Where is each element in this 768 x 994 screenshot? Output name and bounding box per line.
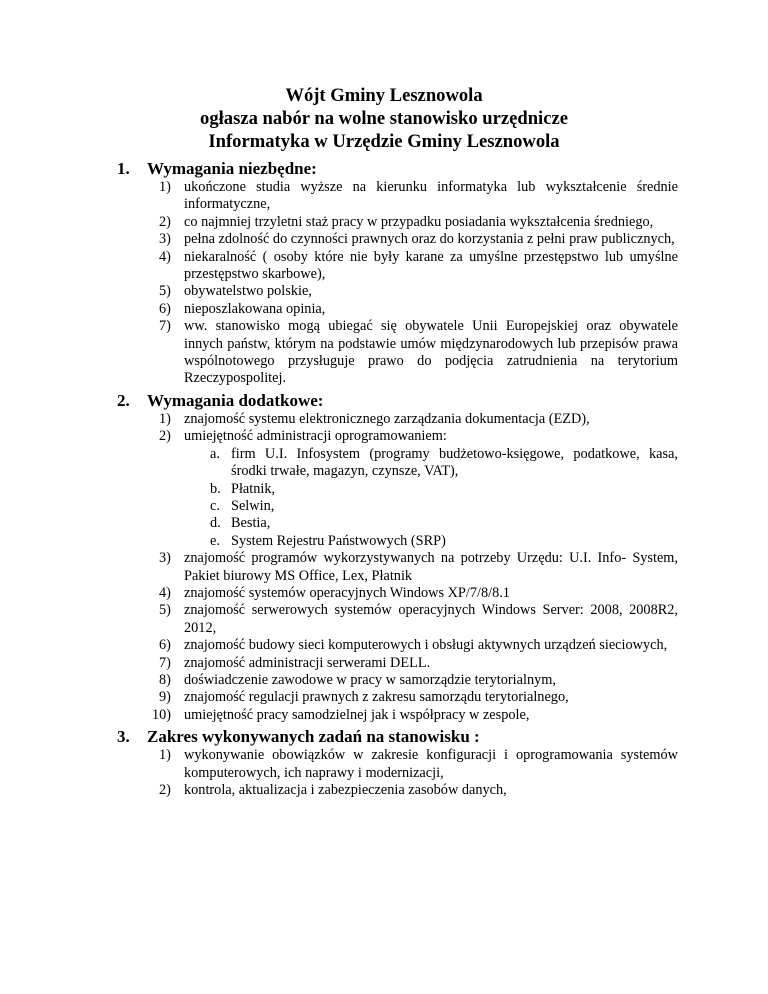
item-number: 10) (152, 706, 172, 723)
list-item (0, 637, 768, 654)
list-item (0, 747, 768, 782)
item-text: co najmniej trzyletni staż pracy w przypadku posiadania wykształcenia średniego, (184, 213, 654, 230)
item-number: 5) (159, 283, 171, 300)
section-title: Wymagania dodatkowe: (147, 390, 324, 410)
item-number: 7) (159, 318, 171, 335)
subitem-letter: c. (210, 497, 220, 514)
item-text: obywatelstwo polskie, (184, 283, 312, 300)
additional-requirements-list (0, 411, 768, 724)
title-line-3: Informatyka w Urzędzie Gminy Lesznowola (208, 131, 560, 152)
item-text: kontrola, aktualizacja i zabezpieczenia zasobów danych, (184, 782, 507, 798)
section-additional (0, 390, 768, 724)
list-item (0, 602, 768, 637)
section-heading (0, 390, 768, 411)
subitem-text: Selwin, (231, 497, 275, 514)
item-text: ww. stanowisko mogą ubiegać się obywatele Unii Europejskiej oraz obywatele innych państw, którym na podstawie umów międzynarodowych lub przepisów prawa wspólnotowego przysługuje prawo do podjęcia zatrudnienia na terytorium Rzeczypospolitej. (184, 318, 678, 387)
item-text: znajomość systemów operacyjnych Windows XP/7/8/8.1 (184, 584, 510, 601)
item-number: 1) (159, 179, 171, 195)
list-item (0, 301, 768, 318)
list-item (0, 689, 768, 706)
item-number: 6) (159, 300, 171, 317)
item-text: znajomość systemu elektronicznego zarządzania dokumentacja (EZD), (184, 410, 590, 427)
section-title: Wymagania niezbędne: (147, 159, 317, 178)
list-item (0, 249, 768, 284)
item-number: 5) (159, 602, 171, 619)
list-item (0, 283, 768, 300)
list-item (0, 672, 768, 689)
announcement-title (0, 84, 768, 153)
item-text: znajomość programów wykorzystywanych na potrzeby Urzędu: U.I. Info- System, Pakiet biurowy MS Office, Lex, Płatnik (184, 550, 678, 584)
item-text: doświadczenie zawodowe w pracy w samorządzie terytorialnym, (184, 671, 556, 688)
item-text: nieposzlakowana opinia, (184, 300, 326, 317)
title-line-1: Wójt Gminy Lesznowola (285, 85, 483, 106)
item-text: znajomość administracji serwerami DELL. (184, 654, 431, 671)
section-number: 2. (117, 390, 130, 410)
section-number: 1. (117, 159, 130, 178)
item-text: znajomość budowy sieci komputerowych i obsługi aktywnych urządzeń sieciowych, (184, 637, 668, 654)
item-number: 4) (159, 248, 171, 265)
item-number: 7) (159, 654, 171, 671)
subitem-text: Płatnik, (231, 480, 276, 497)
section-heading (0, 726, 768, 747)
item-number: 1) (159, 410, 171, 427)
subitem-letter: a. (210, 445, 220, 462)
document-body (0, 158, 768, 799)
subitem-letter: d. (210, 515, 221, 532)
subitem-text: Bestia, (231, 515, 271, 532)
item-text: niekaralność ( osoby które nie były karane za umyślne przestępstwo lub umyślne przestępstwo skarbowe), (184, 248, 678, 283)
subitem-letter: e. (210, 532, 220, 549)
list-item (0, 318, 768, 388)
section-number: 3. (117, 727, 130, 747)
list-item (0, 655, 768, 672)
title-line-2: ogłasza nabór na wolne stanowisko urzędnicze (200, 108, 568, 129)
sublist-item (0, 498, 768, 515)
section-required (0, 158, 768, 388)
item-text: pełna zdolność do czynności prawnych oraz do korzystania z pełni praw publicznych, (184, 231, 675, 248)
section-title: Zakres wykonywanych zadań na stanowisku : (147, 727, 480, 747)
item-number: 6) (159, 637, 171, 654)
sublist-item (0, 481, 768, 498)
item-number: 2) (159, 213, 171, 230)
item-number: 9) (159, 689, 171, 706)
list-item (0, 707, 768, 724)
sublist-item (0, 515, 768, 532)
software-sublist (0, 446, 768, 550)
list-item (0, 550, 768, 585)
item-text: umiejętność administracji oprogramowaniem: (184, 428, 447, 445)
item-number: 2) (159, 428, 171, 445)
item-number: 1) (159, 747, 171, 764)
list-item (0, 179, 768, 214)
sublist-item (0, 533, 768, 550)
subitem-letter: b. (210, 480, 221, 497)
item-number: 2) (159, 782, 171, 798)
list-item (0, 428, 768, 445)
item-text: ukończone studia wyższe na kierunku informatyka lub wykształcenie średnie informatyczne, (184, 179, 678, 213)
list-item (0, 411, 768, 428)
duties-list (0, 747, 768, 799)
subitem-text: firm U.I. Infosystem (programy budżetowo-księgowe, podatkowe, kasa, środki trwałe, magazyn, czynsze, VAT), (231, 445, 678, 480)
section-duties (0, 726, 768, 799)
subitem-text: System Rejestru Państwowych (SRP) (231, 532, 446, 549)
sublist-item (0, 446, 768, 481)
item-number: 3) (159, 231, 171, 248)
requirements-list (0, 179, 768, 388)
item-text: wykonywanie obowiązków w zakresie konfiguracji i oprogramowania systemów komputerowych, ich naprawy i modernizacji, (184, 747, 678, 781)
list-item (0, 214, 768, 231)
list-item (0, 782, 768, 799)
item-number: 8) (159, 671, 171, 688)
item-text: znajomość regulacji prawnych z zakresu samorządu terytorialnego, (184, 689, 569, 706)
item-number: 4) (159, 584, 171, 601)
list-item (0, 585, 768, 602)
item-text: znajomość serwerowych systemów operacyjnych Windows Server: 2008, 2008R2, 2012, (184, 602, 678, 636)
item-number: 3) (159, 550, 171, 567)
list-item (0, 231, 768, 248)
item-text: umiejętność pracy samodzielnej jak i współpracy w zespole, (184, 706, 530, 723)
section-heading (0, 158, 768, 179)
